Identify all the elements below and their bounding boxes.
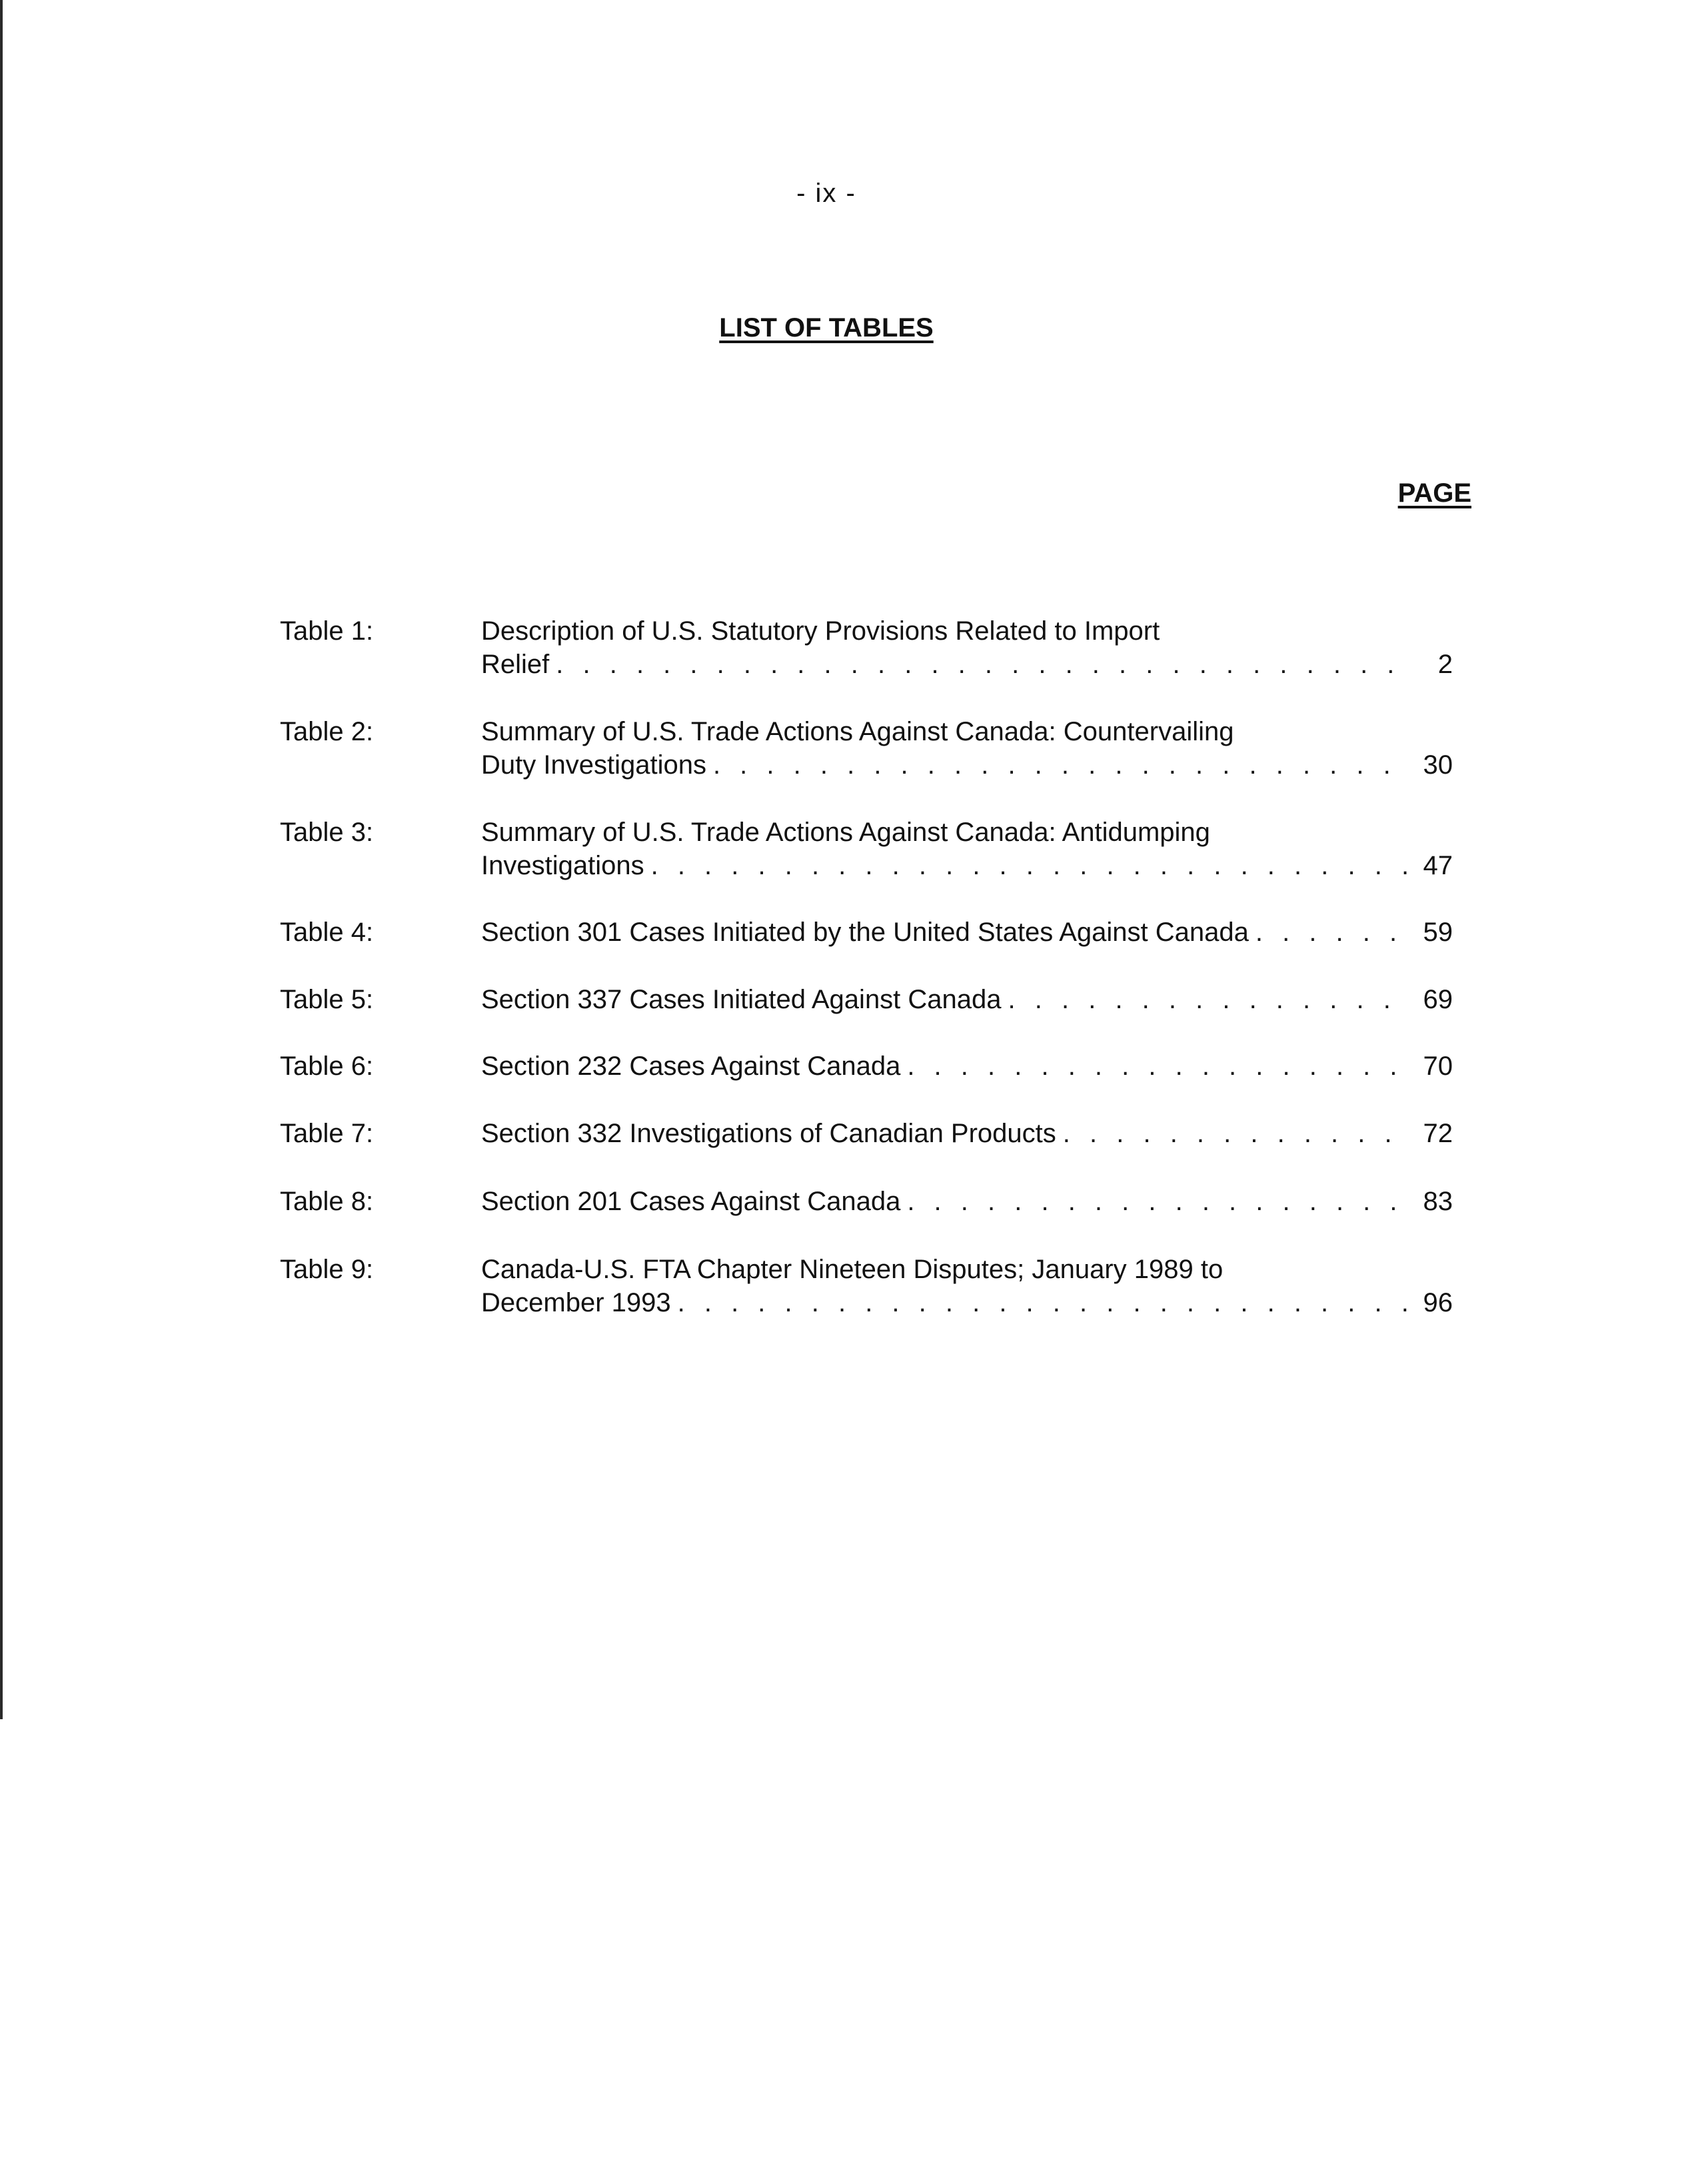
toc-entry-page: 96 xyxy=(1423,1288,1453,1317)
toc-entry-body xyxy=(481,1253,1453,1319)
toc-entry-label: Table 6: xyxy=(280,1052,374,1081)
toc-entry-title: Section 301 Cases Initiated by the United States Against Canada xyxy=(481,918,1249,947)
toc-entry-label: Table 9: xyxy=(280,1255,374,1284)
toc-entry-body xyxy=(481,1117,1453,1150)
toc-entry-title-continued: Relief xyxy=(481,650,550,679)
toc-entry-body xyxy=(481,916,1453,949)
toc-entry-page: 2 xyxy=(1437,650,1453,679)
toc-entry-page: 72 xyxy=(1423,1119,1453,1148)
page-column-header: PAGE xyxy=(1397,478,1471,508)
toc-entry-body xyxy=(481,983,1453,1016)
toc-entry-label: Table 8: xyxy=(280,1187,374,1216)
dot-leader xyxy=(907,1185,1409,1218)
scan-edge xyxy=(0,0,3,1719)
toc-entry-body xyxy=(481,1185,1453,1218)
toc-entry-page: 47 xyxy=(1423,851,1453,880)
toc-entry-title-continued: Duty Investigations xyxy=(481,750,706,780)
toc-entry-title: Summary of U.S. Trade Actions Against Canada: Antidumping xyxy=(481,818,1210,847)
dot-leader xyxy=(556,648,1409,681)
toc-entry-body xyxy=(481,816,1453,882)
toc-entry-title: Section 201 Cases Against Canada xyxy=(481,1187,901,1216)
toc-entry-title: Section 232 Cases Against Canada xyxy=(481,1052,901,1081)
dot-leader xyxy=(1063,1117,1409,1150)
dot-leader xyxy=(713,748,1409,782)
page-title: LIST OF TABLES xyxy=(719,313,934,343)
toc-entry-body xyxy=(481,1050,1453,1083)
page-number: - ix - xyxy=(796,179,856,208)
toc-entry-title: Section 337 Cases Initiated Against Canada xyxy=(481,985,1002,1014)
toc-entry-label: Table 7: xyxy=(280,1119,374,1148)
toc-entry-title-continued: Investigations xyxy=(481,851,644,880)
toc-entry-label: Table 3: xyxy=(280,818,374,847)
toc-entry-label: Table 2: xyxy=(280,717,374,746)
toc-entry-page: 69 xyxy=(1423,985,1453,1014)
dot-leader xyxy=(651,849,1409,882)
toc-entry-title-continued: December 1993 xyxy=(481,1288,671,1317)
toc-entry-title: Canada-U.S. FTA Chapter Nineteen Disputes; January 1989 to xyxy=(481,1255,1224,1284)
toc-entry-page: 59 xyxy=(1423,918,1453,947)
toc-entry-title: Description of U.S. Statutory Provisions Related to Import xyxy=(481,616,1160,646)
toc-entry-body xyxy=(481,715,1453,782)
toc-entry-title: Section 332 Investigations of Canadian Products xyxy=(481,1119,1056,1148)
toc-entry-page: 83 xyxy=(1423,1187,1453,1216)
dot-leader xyxy=(678,1286,1409,1319)
toc-entry-label: Table 5: xyxy=(280,985,374,1014)
toc-entry-label: Table 1: xyxy=(280,616,374,646)
dot-leader xyxy=(1008,983,1409,1016)
toc-entry-label: Table 4: xyxy=(280,918,374,947)
dot-leader xyxy=(907,1050,1409,1083)
dot-leader xyxy=(1256,916,1409,949)
toc-entry-title: Summary of U.S. Trade Actions Against Canada: Countervailing xyxy=(481,717,1234,746)
toc-entry-page: 70 xyxy=(1423,1052,1453,1081)
toc-entry-page: 30 xyxy=(1423,750,1453,780)
toc-entry-body xyxy=(481,614,1453,681)
